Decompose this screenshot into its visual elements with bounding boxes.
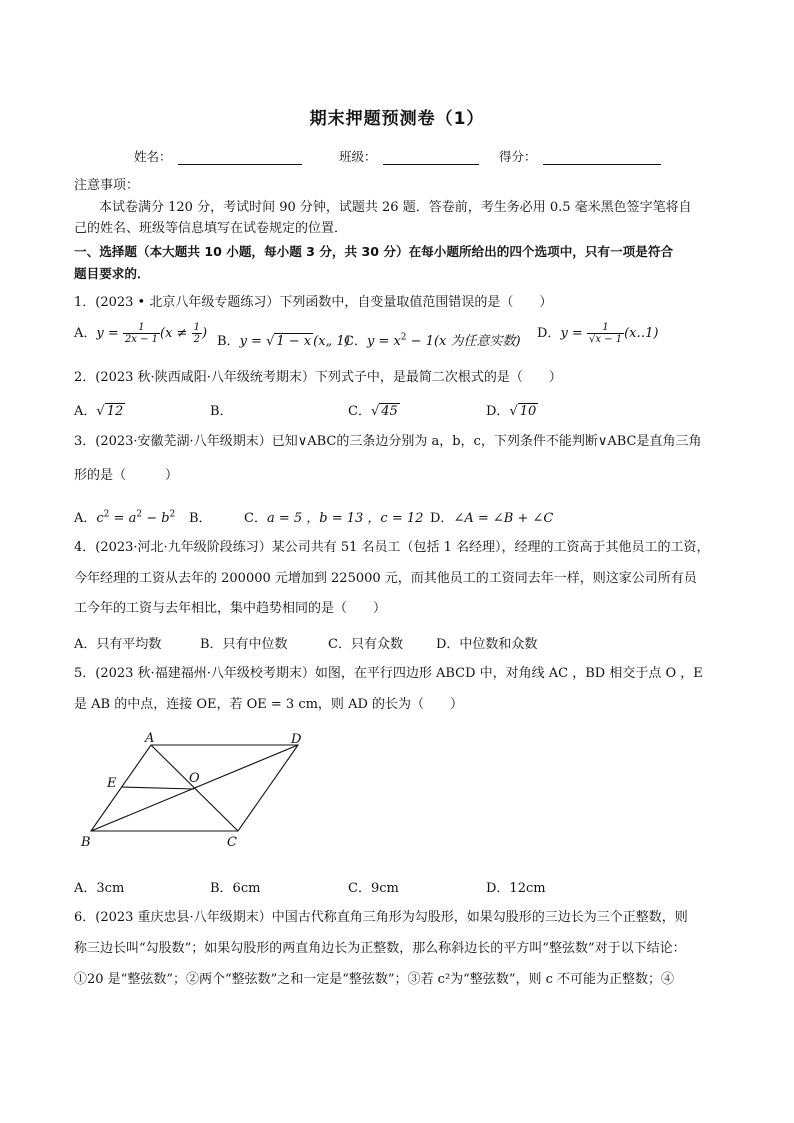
section-heading-line-2: 题目要求的．	[74, 266, 150, 281]
q5-option-b: B．6cm	[210, 881, 261, 896]
sqrt-icon: √	[509, 404, 518, 419]
q4-option-d: D．中位数和众数	[436, 637, 538, 652]
q2-option-c: C．√ 45	[348, 404, 398, 419]
q1-option-a: A．y = $\frac{1}{2x - 1}$ (x ≠ $\frac{1}{2}$ )	[74, 322, 208, 345]
score-blank	[543, 152, 661, 165]
page-title: 期末押题预测卷（1）	[309, 109, 485, 129]
q1-option-b: B．y = √ 1 − x (x„ 1)	[217, 334, 350, 349]
score-label: 得分：	[499, 149, 537, 164]
q5-option-d: D．12cm	[486, 881, 546, 896]
notice-line-2: 己的姓名、班级等信息填写在试卷规定的位置．	[74, 221, 348, 236]
q1-stem: 1．(2023 • 北京八年级专题练习）下列函数中，自变量取值范围错误的是（ ）	[74, 295, 553, 310]
label-d: D	[291, 732, 302, 747]
label-b: B	[81, 835, 91, 850]
q3-option-b: B．	[189, 511, 212, 526]
sqrt-icon: √	[96, 404, 105, 419]
q4-option-c: C．只有众数	[328, 637, 403, 652]
q4-option-b: B．只有中位数	[200, 637, 288, 652]
fraction: $\frac{1}{2x - 1}$	[124, 322, 159, 345]
q6-stem-2: 称三边长叫“勾股数”；如果勾股形的两直角边长为正整数，那么称斜边长的平方叫“整弦数”对于以下结论：	[74, 941, 686, 956]
class-blank	[383, 152, 479, 165]
section-heading-line-1: 一、选择题（本大题共 10 小题，每小题 3 分，共 30 分）在每小题所给出的四个选项中，只有一项是符合	[74, 244, 674, 259]
q5-option-c: C．9cm	[348, 881, 399, 896]
q4-stem-3: 工今年的工资与去年相比，集中趋势相同的是（ ）	[74, 601, 387, 616]
parallelogram-figure	[76, 728, 316, 852]
class-label: 班级：	[339, 149, 377, 164]
q5-stem-2: 是 AB 的中点，连接 OE，若 OE = 3 cm，则 AD 的长为（ ）	[74, 697, 464, 712]
segment-oe	[121, 787, 194, 789]
label-o: O	[189, 771, 200, 786]
diagonal-bd	[91, 745, 298, 831]
sqrt-icon: √	[370, 404, 380, 419]
q4-stem-2: 今年经理的工资从去年的 200000 元增加到 225000 元，而其他员工的工资同去年一样，则这家公司所有员	[74, 571, 697, 586]
sqrt-icon: √	[588, 334, 596, 345]
q3-option-c: C．a = 5 ，b = 13 ，c = 12	[244, 511, 424, 526]
q2-option-b: B．	[210, 404, 233, 419]
label-e: E	[107, 776, 117, 791]
q5-stem-1: 5．(2023 秋·福建福州·八年级校考期末）如图，在平行四边形 ABCD 中，对角线 AC ，BD 相交于点 O ，E	[74, 666, 703, 681]
name-field	[134, 147, 302, 165]
q1-option-c: C．$y = x^2 - 1(x$ 为任意实数)	[344, 332, 521, 349]
q2-option-d: D．√ 10	[486, 404, 537, 419]
q6-stem-3: ①20 是“整弦数”；②两个“整弦数”之和一定是“整弦数”；③若 c²为“整弦数”，则 c 不可能为正整数；④	[74, 972, 675, 987]
q6-stem-1: 6．(2023 重庆忠县·八年级期末）中国古代称直角三角形为勾股形，如果勾股形的三边长为三个正整数，则	[74, 910, 688, 925]
name-blank	[178, 152, 302, 165]
notice-line-1: 本试卷满分 120 分，考试时间 90 分钟，试题共 26 题．答卷前，考生务必用 0.5 毫米黑色签字笔将自	[99, 200, 692, 215]
q1-option-d: D．y = $\frac{1}{√x - 1}$ (x‥1)	[537, 322, 659, 345]
class-field	[339, 147, 479, 165]
q4-stem-1: 4．(2023·河北·九年级阶段练习）某公司共有 51 名员工（包括 1 名经理），经理的工资高于其他员工的工资，	[74, 540, 710, 555]
q3-option-a: A．$c^2 = a^2 - b^2$	[74, 509, 176, 526]
q4-option-a: A．只有平均数	[74, 637, 162, 652]
q2-stem: 2．(2023 秋·陕西咸阳·八年级统考期末）下列式子中，是最简二次根式的是（ ）	[74, 370, 562, 385]
label-a: A	[145, 731, 155, 746]
q5-option-a: A．3cm	[74, 881, 125, 896]
fraction: $\frac{1}{√x - 1}$	[588, 322, 623, 345]
sqrt-icon: √	[266, 334, 275, 349]
label-c: C	[227, 835, 237, 850]
q3-stem-2: 形的是（ ）	[74, 468, 179, 483]
q3-stem-1: 3．(2023·安徽芜湖·八年级期末）已知∨ABC的三条边分别为 a，b，c，下列条件不能判断∨ABC是直角三角	[74, 434, 702, 449]
fraction: $\frac{1}{2}$	[193, 322, 200, 345]
q2-option-a: A．√ 12	[74, 404, 124, 419]
score-field	[499, 147, 661, 165]
name-label: 姓名：	[134, 149, 172, 164]
notice-heading: 注意事项：	[74, 178, 140, 193]
q3-option-d: D．∠A = ∠B + ∠C	[430, 511, 554, 526]
